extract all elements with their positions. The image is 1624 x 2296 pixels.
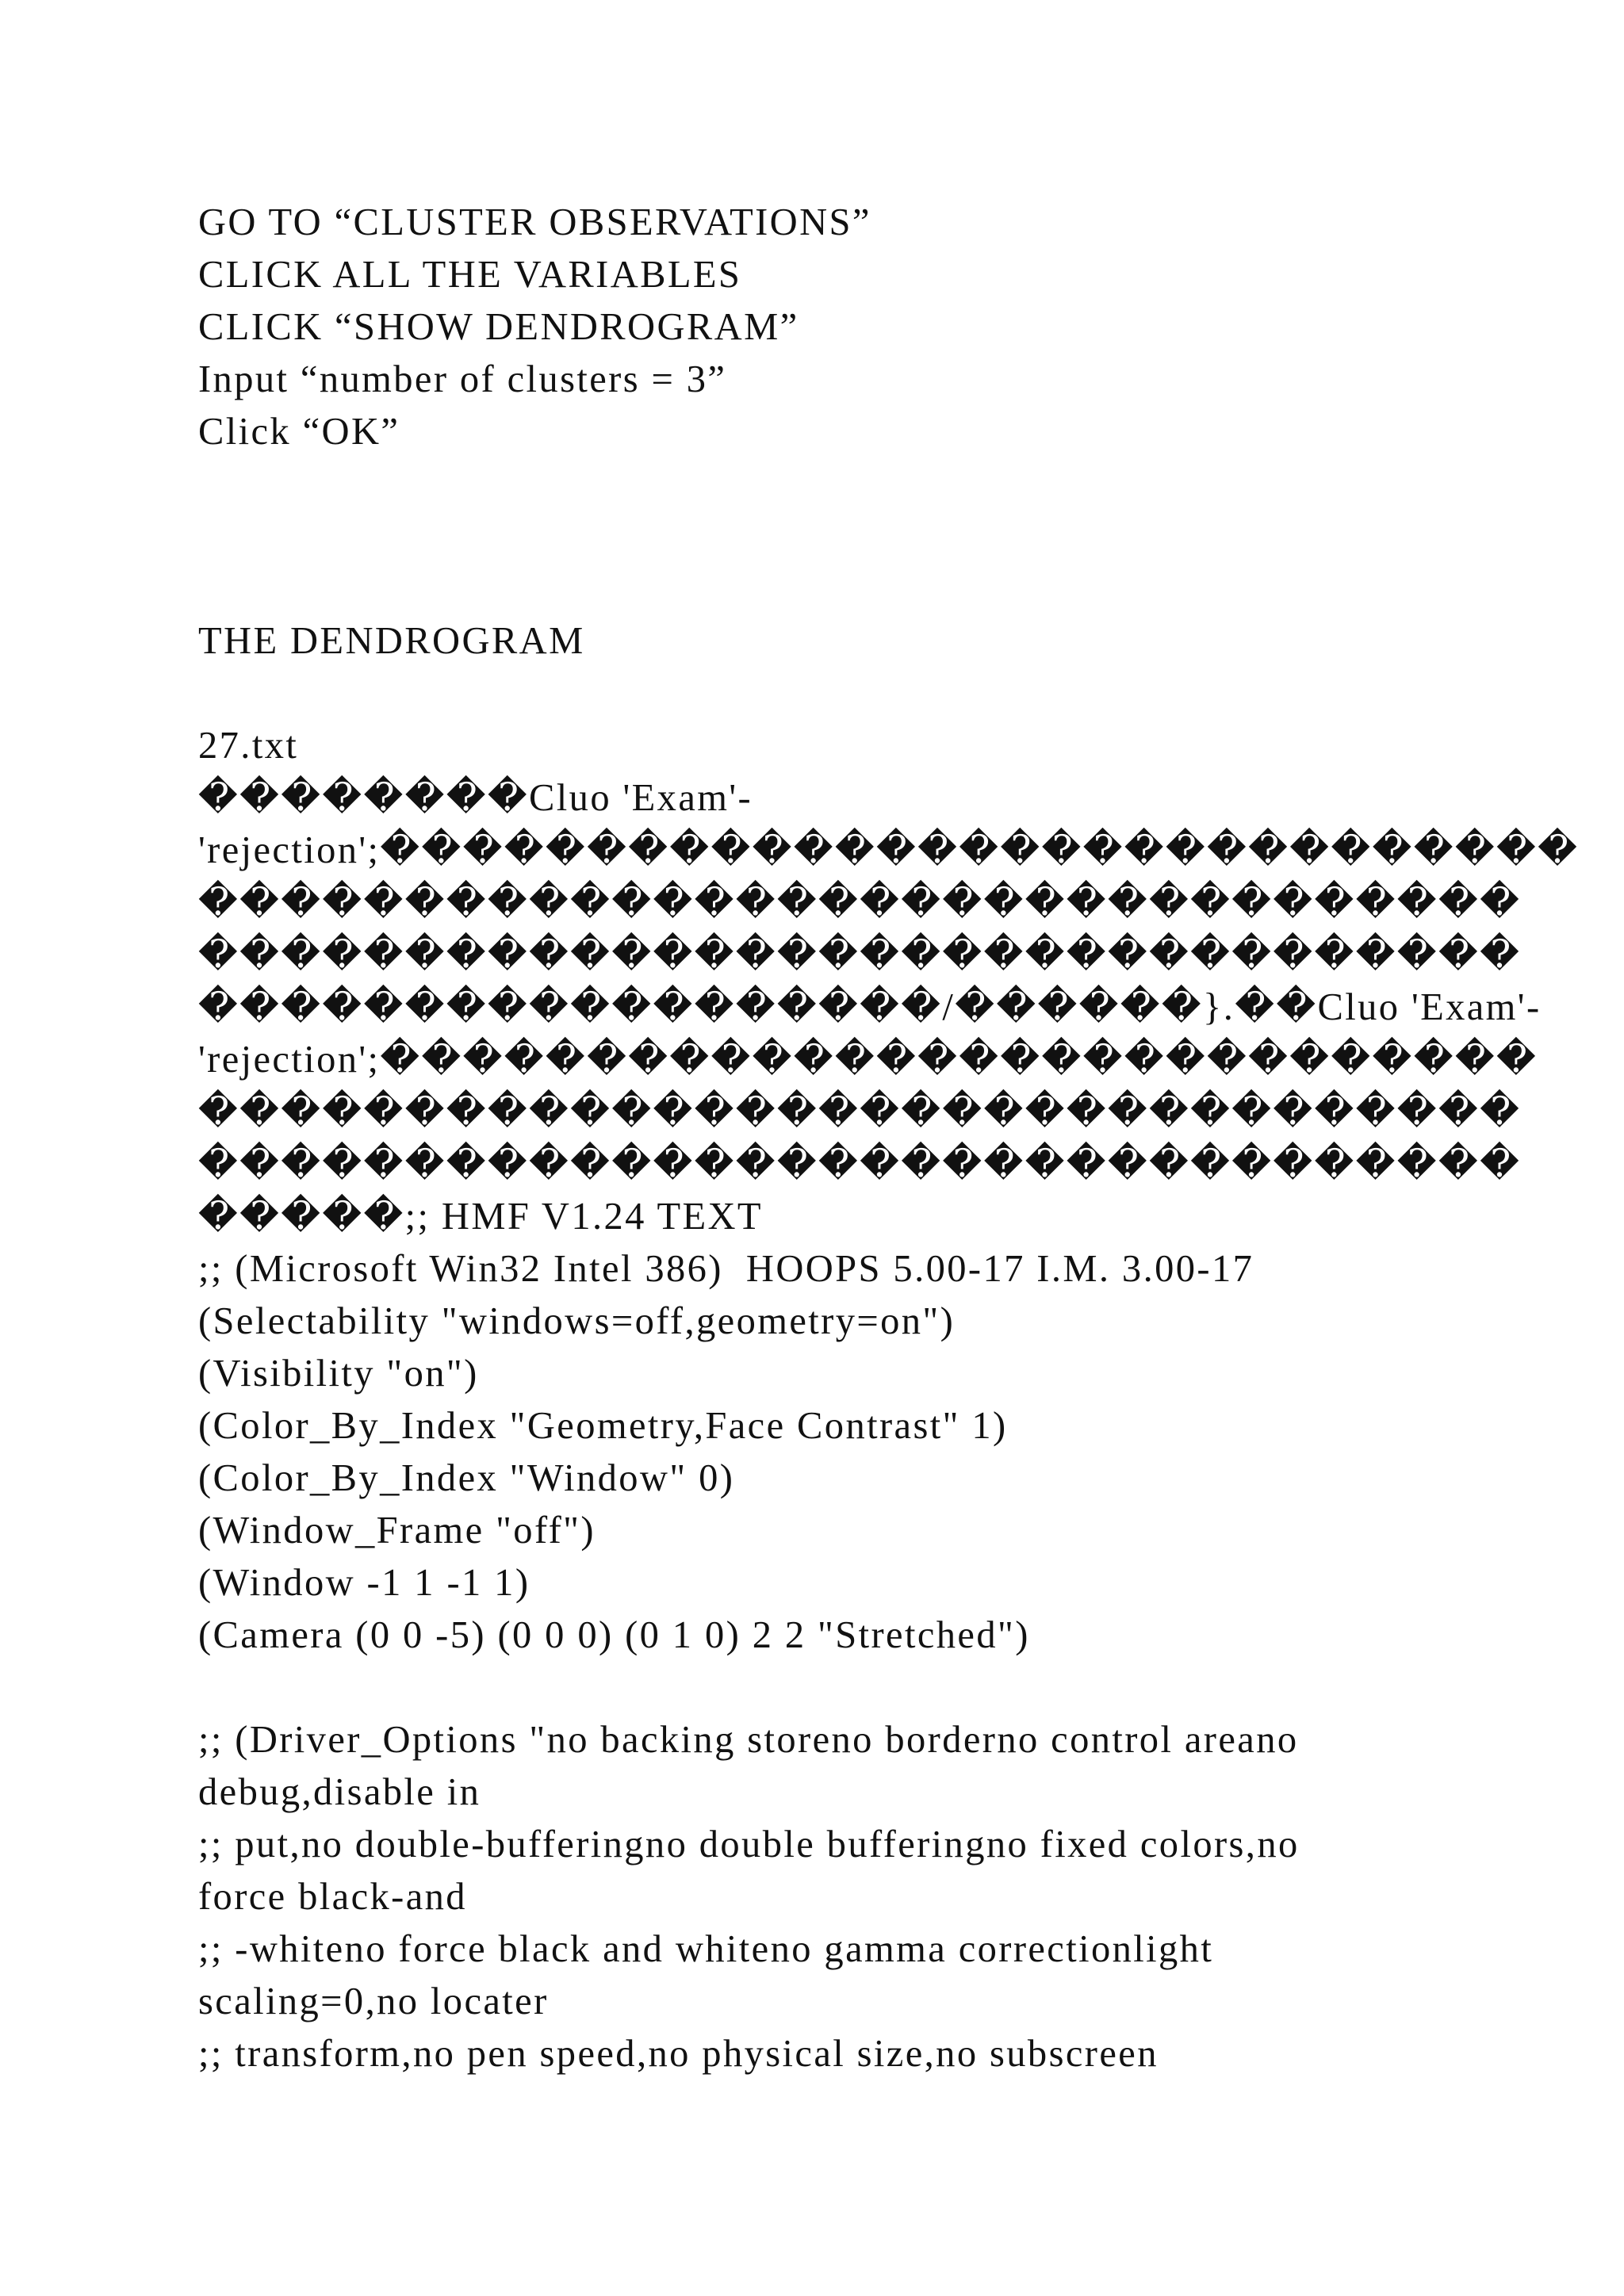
code-line: (Camera (0 0 -5) (0 0 0) (0 1 0) 2 2 "Stretched")	[198, 1614, 1030, 1656]
code-line: debug,disable in	[198, 1771, 481, 1813]
hmf-content-block	[198, 1191, 1435, 1662]
garbled-line: 'rejection';�����������������������������	[198, 829, 1580, 871]
instruction-line: CLICK ALL THE VARIABLES	[198, 254, 742, 296]
garbled-line: 'rejection';����������������������������	[198, 1039, 1538, 1081]
instruction-line: GO TO “CLUSTER OBSERVATIONS”	[198, 201, 871, 243]
code-line: (Window_Frame "off")	[198, 1510, 596, 1552]
spacer	[198, 1662, 1435, 1714]
instructions-block	[198, 197, 1435, 458]
code-line: ;; (Driver_Options "no backing storeno borderno control areano	[198, 1719, 1299, 1761]
code-line: (Window -1 1 -1 1)	[198, 1562, 530, 1604]
code-line: (Visibility "on")	[198, 1353, 479, 1395]
garbled-line: ��������������������������������	[198, 934, 1522, 976]
garbled-binary-block	[198, 772, 1580, 1191]
garbled-line: ��������������������������������	[198, 1143, 1522, 1185]
section-heading: THE DENDROGRAM	[198, 620, 585, 662]
driver-options-block	[198, 1714, 1435, 2080]
document-body	[198, 197, 1580, 2080]
spacer	[198, 511, 1435, 563]
garbled-line: ������������������/������}.��Cluo 'Exam'-	[198, 986, 1542, 1028]
garbled-line: ��������Cluo 'Exam'-	[198, 777, 753, 819]
code-line: ;; put,no double-bufferingno double bufferingno fixed colors,no	[198, 1823, 1300, 1866]
code-line: �����;; HMF V1.24 TEXT	[198, 1196, 763, 1238]
code-line: (Color_By_Index "Geometry,Face Contrast" 1)	[198, 1405, 1008, 1447]
garbled-line: ��������������������������������	[198, 1091, 1522, 1133]
code-line: force black-and	[198, 1876, 467, 1918]
spacer	[198, 668, 1435, 720]
garbled-line: ��������������������������������	[198, 882, 1522, 924]
spacer	[198, 458, 1435, 511]
code-line: ;; transform,no pen speed,no physical size,no subscreen	[198, 2033, 1159, 2075]
code-line: ;; (Microsoft Win32 Intel 386) HOOPS 5.00-17 I.M. 3.00-17	[198, 1248, 1254, 1290]
spacer	[198, 563, 1435, 615]
attachment-filename: 27.txt	[198, 725, 299, 767]
code-line: ;; -whiteno force black and whiteno gamma correctionlight	[198, 1928, 1214, 1970]
code-line: (Selectability "windows=off,geometry=on")	[198, 1300, 956, 1342]
instruction-line: Input “number of clusters = 3”	[198, 358, 727, 400]
code-line: (Color_By_Index "Window" 0)	[198, 1457, 735, 1499]
instruction-line: CLICK “SHOW DENDROGRAM”	[198, 306, 799, 348]
code-line: scaling=0,no locater	[198, 1980, 549, 2022]
instruction-line: Click “OK”	[198, 411, 400, 453]
